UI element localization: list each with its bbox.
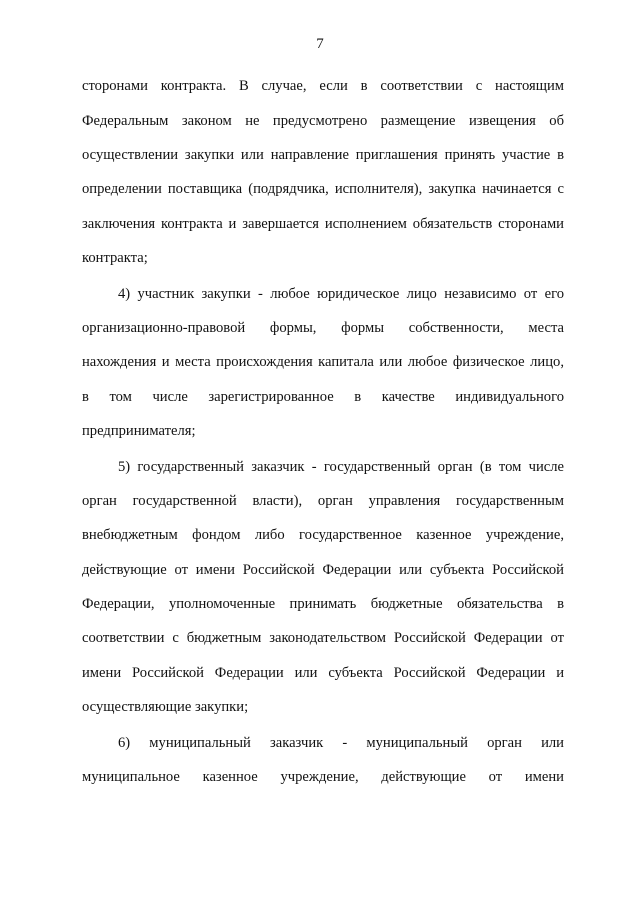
text-line: орган государственной власти), орган управления государственным xyxy=(82,493,564,509)
text-line: имени Российской Федерации или субъекта Российской Федерации и xyxy=(82,665,564,681)
text-line: действующие от имени Российской Федерации или субъекта Российской xyxy=(82,562,564,578)
text-line: 4) участник закупки - любое юридическое лицо независимо от его xyxy=(118,286,564,302)
text-line: осуществлении закупки или направление приглашения принять участие в xyxy=(82,147,564,163)
page-number: 7 xyxy=(316,36,324,52)
text-line: 6) муниципальный заказчик - муниципальный орган или xyxy=(118,735,564,751)
text-line: в том числе зарегистрированное в качестве индивидуального xyxy=(82,389,564,405)
text-line: определении поставщика (подрядчика, исполнителя), закупка начинается с xyxy=(82,181,564,197)
text-line: контракта; xyxy=(82,250,148,266)
text-line: внебюджетным фондом либо государственное казенное учреждение, xyxy=(82,527,564,543)
text-line: нахождения и места происхождения капитала или любое физическое лицо, xyxy=(82,354,564,370)
text-line: Федерации, уполномоченные принимать бюджетные обязательства в xyxy=(82,596,564,612)
text-line: соответствии с бюджетным законодательством Российской Федерации от xyxy=(82,630,564,646)
text-line: Федеральным законом не предусмотрено размещение извещения об xyxy=(82,113,564,129)
text-line: муниципальное казенное учреждение, действующие от имени xyxy=(82,769,564,785)
text-line: заключения контракта и завершается исполнением обязательств сторонами xyxy=(82,216,564,232)
text-line: организационно-правовой формы, формы собственности, места xyxy=(82,320,564,336)
text-line: сторонами контракта. В случае, если в соответствии с настоящим xyxy=(82,78,564,94)
text-line: 5) государственный заказчик - государственный орган (в том числе xyxy=(118,459,564,475)
text-line: предпринимателя; xyxy=(82,423,196,439)
text-line: осуществляющие закупки; xyxy=(82,699,249,715)
